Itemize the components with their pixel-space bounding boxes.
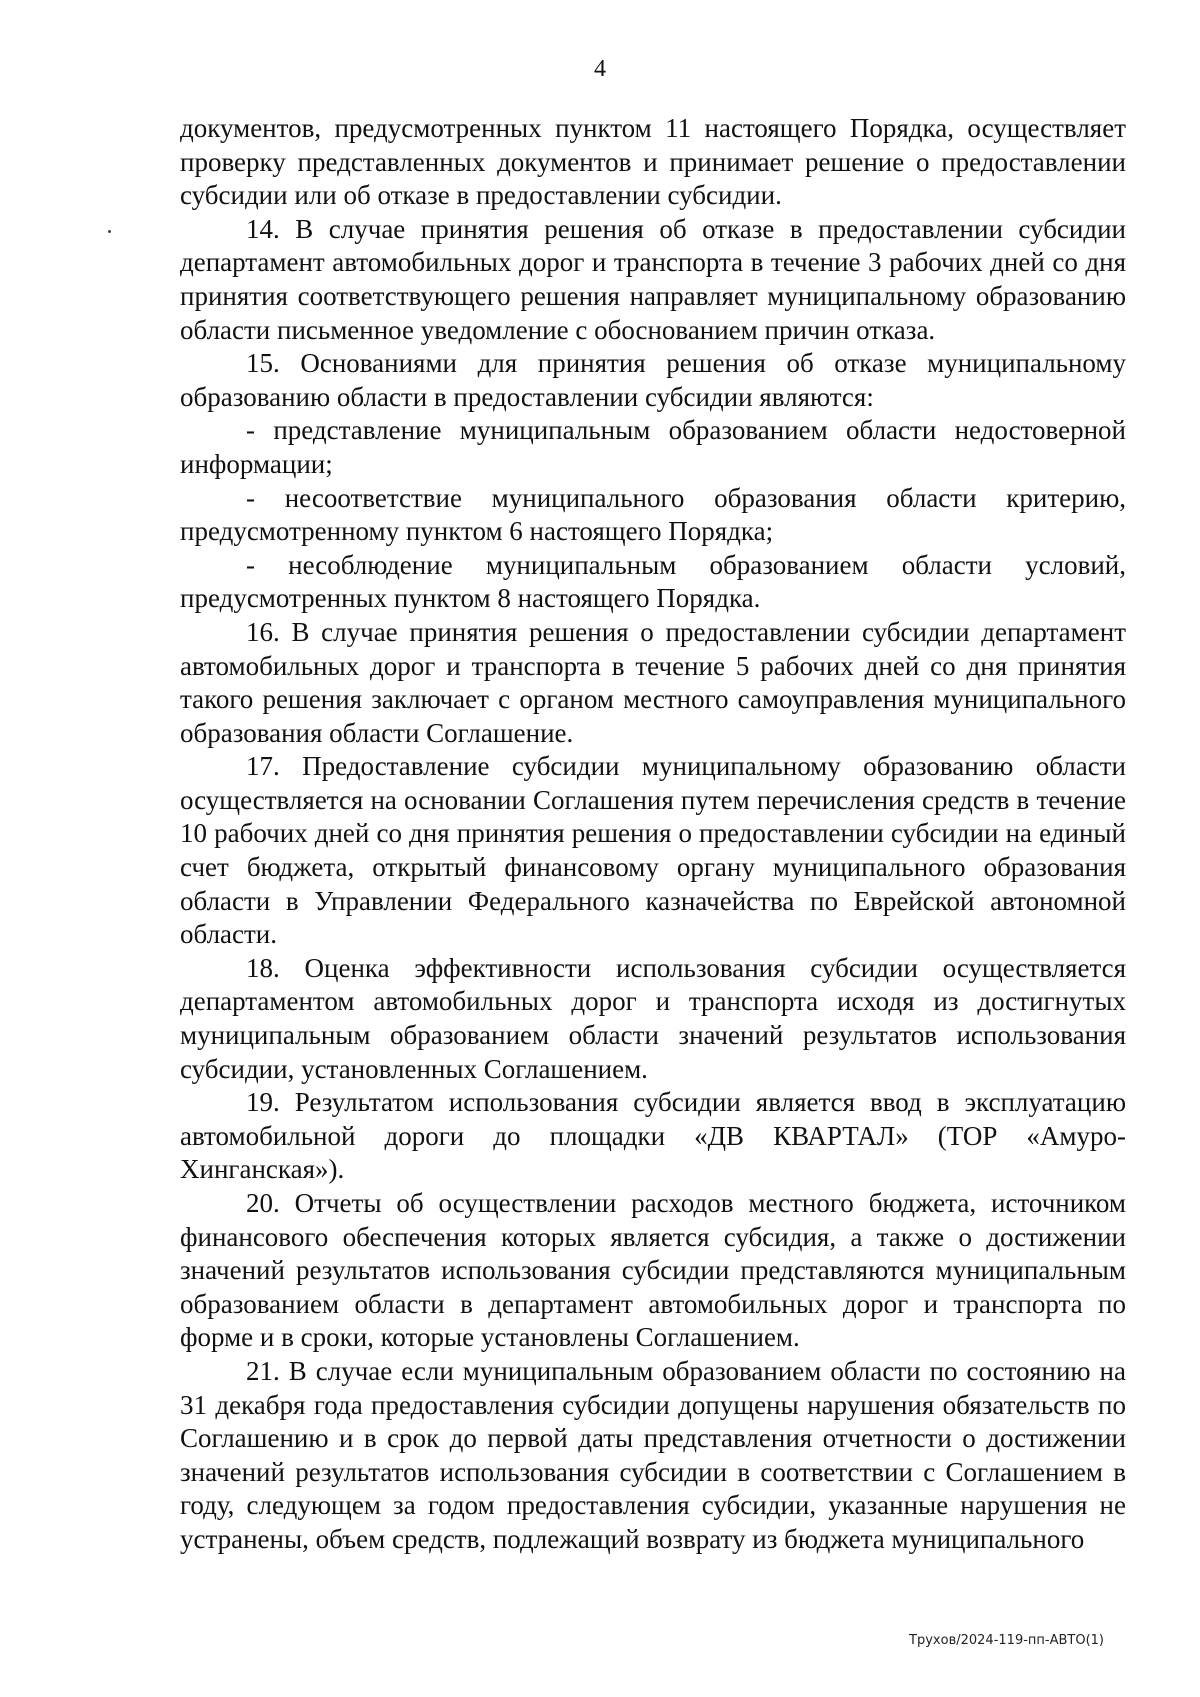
list-item-criterion-mismatch: - несоответствие муниципального образования области критерию, предусмотренному пунктом 6 настоящего Порядка; (180, 482, 1126, 547)
paragraph-15: 15. Основаниями для принятия решения об отказе муниципальному образованию области в предоставлении субсидии являются: (180, 348, 1126, 412)
paragraph-continuation: документов, предусмотренных пунктом 11 настоящего Порядка, осуществляет проверку представленных документов и принимает решение о предоставлении субсидии или об отказе в предоставлении субсидии. (180, 113, 1126, 211)
document-body (180, 112, 1126, 1557)
paragraph-18: 18. Оценка эффективности использования субсидии осуществляется департаментом автомобильных дорог и транспорта исходя из достигнутых муниципальным образованием области значений результатов использования субсидии, установленных Соглашением. (180, 952, 1126, 1084)
paragraph-19: 19. Результатом использования субсидии является ввод в эксплуатацию автомобильной дороги до площадки «ДВ КВАРТАЛ» (ТОР «Амуро-Хинганская»). (180, 1087, 1126, 1185)
paragraph-14: 14. В случае принятия решения об отказе в предоставлении субсидии департамент автомобильных дорог и транспорта в течение 3 рабочих дней со дня принятия соответствующего решения направляет муниципальному образованию области письменное уведомление с обоснованием причин отказа. (180, 213, 1126, 345)
paragraph-17: 17. Предоставление субсидии муниципальному образованию области осуществляется на основании Соглашения путем перечисления средств в течение 10 рабочих дней со дня принятия решения о предоставлении субсидии на единый счет бюджета, открытый финансовому органу муниципального образования области в Управлении Федерального казначейства по Еврейской автономной области. (180, 751, 1126, 950)
page-number: 4 (594, 56, 606, 82)
paragraph-16: 16. В случае принятия решения о предоставлении субсидии департамент автомобильных дорог и транспорта в течение 5 рабочих дней со дня принятия такого решения заключает с органом местного самоуправления муниципального образования области Соглашение. (180, 616, 1126, 748)
paragraph-21: 21. В случае если муниципальным образованием области по состоянию на 31 декабря года предоставления субсидии допущены нарушения обязательств по Соглашению и в срок до первой даты представления отчетности о достижении значений результатов использования субсидии в соответствии с Соглашением в году, следующем за годом предоставления субсидии, указанные нарушения не устранены, объем средств, подлежащий возврату из бюджета муниципального (180, 1355, 1126, 1554)
list-item-conditions-breach: - несоблюдение муниципальным образованием области условий, предусмотренных пунктом 8 настоящего Порядка. (180, 549, 1126, 614)
scan-mark (108, 230, 111, 233)
list-item-unreliable-info: - представление муниципальным образованием области недостоверной информации; (180, 415, 1126, 479)
document-code: Трухов/2024-119-пп-АВТО(1) (909, 1633, 1104, 1648)
paragraph-20: 20. Отчеты об осуществлении расходов местного бюджета, источником финансового обеспечения которых является субсидия, а также о достижении значений результатов использования субсидии представляются муниципальным образованием области в департамент автомобильных дорог и транспорта по форме и в сроки, которые установлены Соглашением. (180, 1188, 1126, 1353)
